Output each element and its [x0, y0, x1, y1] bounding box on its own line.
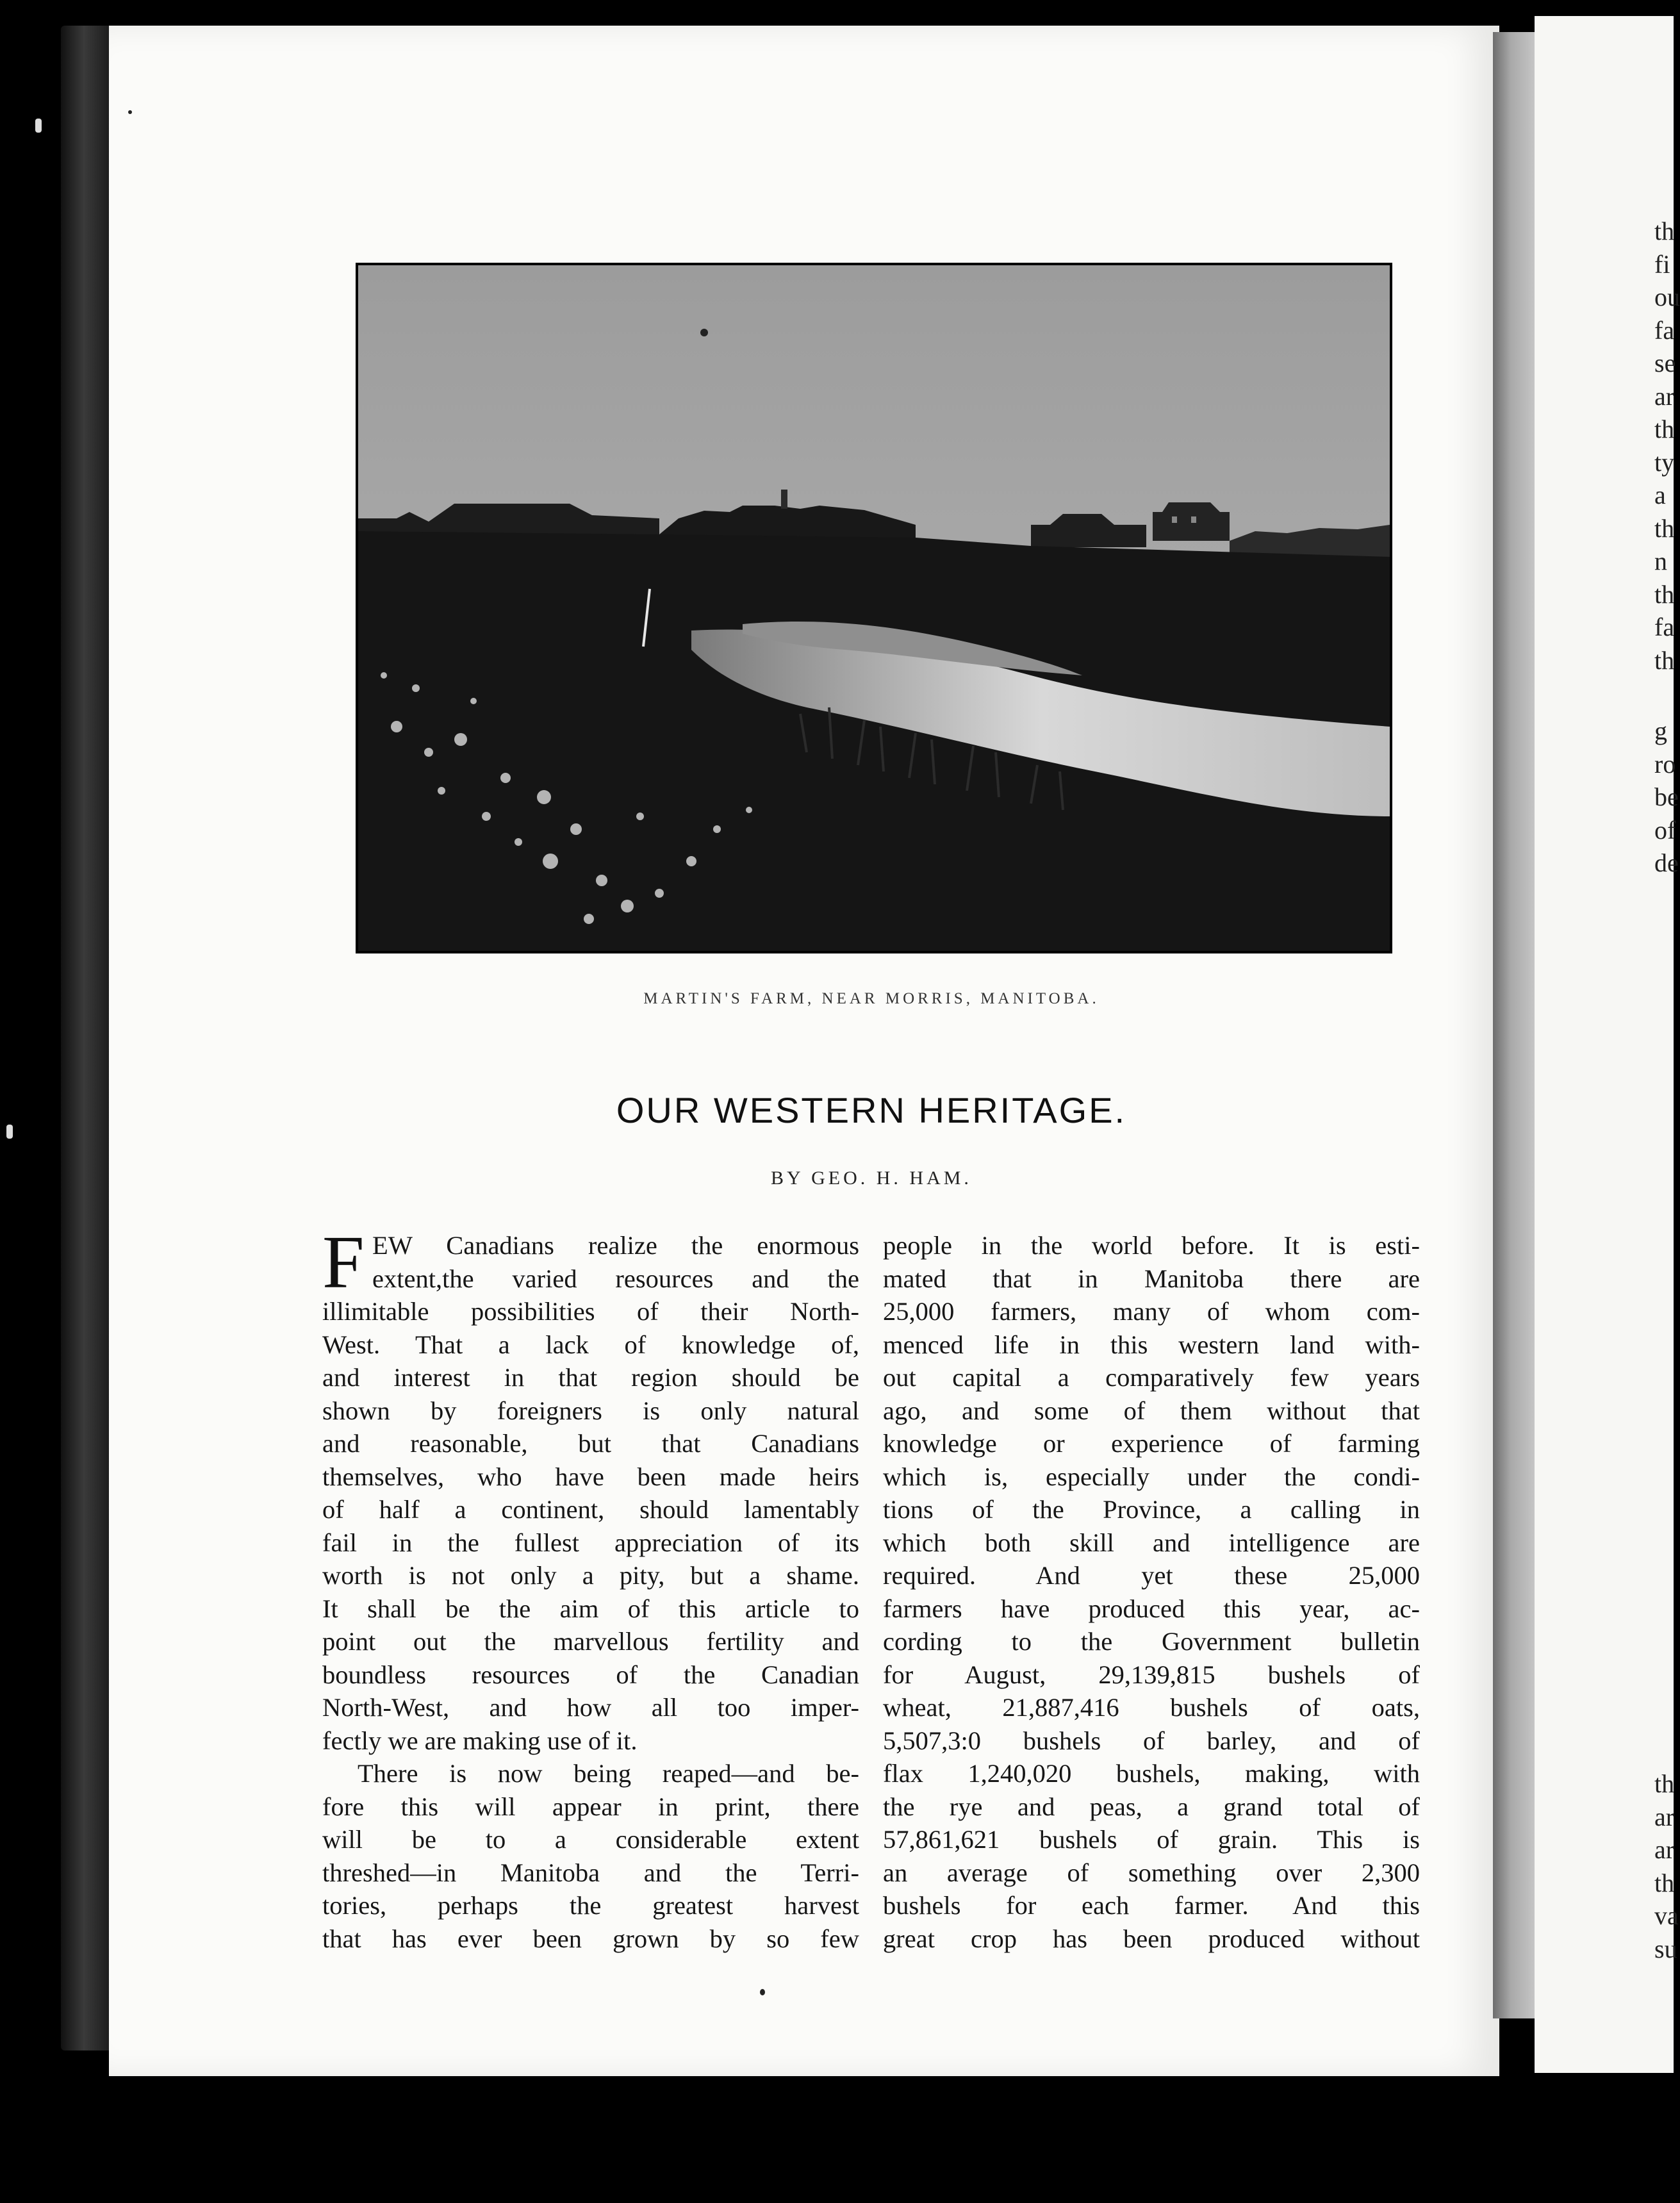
- text-line: shown by foreigners is only natural: [322, 1396, 859, 1425]
- article-column-left: [322, 1220, 859, 1955]
- text-line: knowledge or experience of farming: [883, 1429, 1420, 1458]
- text-line: ago, and some of them without that: [883, 1396, 1420, 1425]
- text-line: point out the marvellous fertility and: [322, 1627, 859, 1656]
- text-line: tories, perhaps the greatest harvest: [322, 1891, 859, 1920]
- text-line: that has ever been grown by so few: [322, 1924, 859, 1953]
- text-line: for August, 29,139,815 bushels of: [883, 1660, 1420, 1689]
- text-line: North-West, and how all too imper-: [322, 1693, 859, 1722]
- fragment-line: ou: [1654, 283, 1680, 311]
- text-line: wheat, 21,887,416 bushels of oats,: [883, 1693, 1420, 1722]
- text-line: fore this will appear in print, there: [322, 1792, 859, 1821]
- article-column-right: [883, 1229, 1420, 1955]
- text-line: themselves, who have been made heirs: [322, 1462, 859, 1491]
- article-title: OUR WESTERN HERITAGE.: [616, 1090, 1127, 1130]
- farm-photograph: [356, 263, 1392, 953]
- fragment-line: of: [1654, 815, 1676, 845]
- text-line: tions of the Province, a calling in: [883, 1495, 1420, 1524]
- fragment-line: fa: [1654, 315, 1675, 345]
- fragment-line: ar: [1654, 381, 1675, 411]
- fragment-line: th: [1654, 415, 1675, 443]
- book-gutter: [1493, 32, 1538, 2018]
- fragment-line: ty: [1654, 447, 1675, 477]
- facing-page-fragment-top: [1654, 215, 1680, 677]
- fragment-line: fa: [1654, 613, 1675, 641]
- text-line: fail in the fullest appreciation of its: [322, 1528, 859, 1557]
- text-line: mated that in Manitoba there are: [883, 1264, 1420, 1293]
- text-line: 57,861,621 bushels of grain. This is: [883, 1825, 1420, 1854]
- text-line: 5,507,3:0 bushels of barley, and of: [883, 1726, 1420, 1755]
- page-speck: [128, 110, 132, 114]
- text-line: people in the world before. It is esti-: [883, 1231, 1420, 1260]
- text-line: worth is not only a pity, but a shame.: [322, 1561, 859, 1590]
- text-line: an average of something over 2,300: [883, 1858, 1420, 1887]
- fragment-line: th: [1654, 1868, 1675, 1897]
- fragment-line: fi: [1654, 249, 1670, 279]
- text-line: 25,000 farmers, many of whom com-: [883, 1297, 1420, 1326]
- text-line: There is now being reaped—and be-: [358, 1759, 859, 1788]
- fragment-line: n: [1654, 547, 1667, 575]
- text-line: boundless resources of the Canadian: [322, 1660, 859, 1689]
- text-line: out capital a comparatively few years: [883, 1363, 1420, 1392]
- text-line: It shall be the aim of this article to: [322, 1594, 859, 1623]
- text-line: cording to the Government bulletin: [883, 1627, 1420, 1656]
- scan-mark: [35, 119, 42, 133]
- text-line: required. And yet these 25,000: [883, 1561, 1420, 1590]
- facing-page-fragment-middle: [1654, 714, 1679, 880]
- fragment-line: th: [1654, 579, 1675, 609]
- fragment-line: th: [1654, 645, 1675, 675]
- page-speck: [760, 1989, 765, 1995]
- text-line: and interest in that region should be: [322, 1363, 859, 1392]
- fragment-line: g: [1654, 716, 1667, 745]
- text-line: extent,the varied resources and the: [372, 1264, 859, 1293]
- text-line: illimitable possibilities of their North-: [322, 1297, 859, 1326]
- text-line: which both skill and intelligence are: [883, 1528, 1420, 1557]
- fragment-line: ro: [1654, 749, 1676, 779]
- text-line: great crop has been produced without: [883, 1924, 1420, 1953]
- fragment-line: va: [1654, 1901, 1679, 1930]
- text-line: will be to a considerable extent: [322, 1825, 859, 1854]
- text-line: of half a continent, should lamentably: [322, 1495, 859, 1524]
- fragment-line: th: [1654, 513, 1675, 543]
- fragment-line: de: [1654, 848, 1679, 877]
- text-line: fectly we are making use of it.: [322, 1726, 638, 1755]
- text-line: threshed—in Manitoba and the Terri-: [322, 1858, 859, 1887]
- fragment-line: ar: [1654, 1802, 1675, 1831]
- fragment-line: a: [1654, 481, 1666, 509]
- text-line: flax 1,240,020 bushels, making, with: [883, 1759, 1420, 1788]
- text-line: menced life in this western land with-: [883, 1330, 1420, 1359]
- fragment-line: ar: [1654, 1835, 1675, 1864]
- scan-mark: [6, 1125, 13, 1139]
- text-line: the rye and peas, a grand total of: [883, 1792, 1420, 1821]
- article-byline: BY GEO. H. HAM.: [771, 1168, 972, 1189]
- text-line: bushels for each farmer. And this: [883, 1891, 1420, 1920]
- facing-page: [1535, 16, 1674, 2073]
- fragment-line: th: [1654, 217, 1675, 245]
- drop-cap: F: [322, 1220, 365, 1304]
- text-line: West. That a lack of knowledge of,: [322, 1330, 859, 1359]
- text-line: farmers have produced this year, ac-: [883, 1594, 1420, 1623]
- text-line: and reasonable, but that Canadians: [322, 1429, 859, 1458]
- fragment-line: su: [1654, 1934, 1677, 1963]
- text-line: EW Canadians realize the enormous: [372, 1231, 859, 1260]
- facing-page-fragment-bottom: [1654, 1767, 1679, 1965]
- text-line: which is, especially under the condi-: [883, 1462, 1420, 1491]
- book-spine-left: [61, 26, 112, 2050]
- fragment-line: th: [1654, 1769, 1675, 1798]
- photo-caption: MARTIN'S FARM, NEAR MORRIS, MANITOBA.: [643, 990, 1099, 1007]
- fragment-line: se: [1654, 349, 1676, 377]
- fragment-line: be: [1654, 782, 1679, 811]
